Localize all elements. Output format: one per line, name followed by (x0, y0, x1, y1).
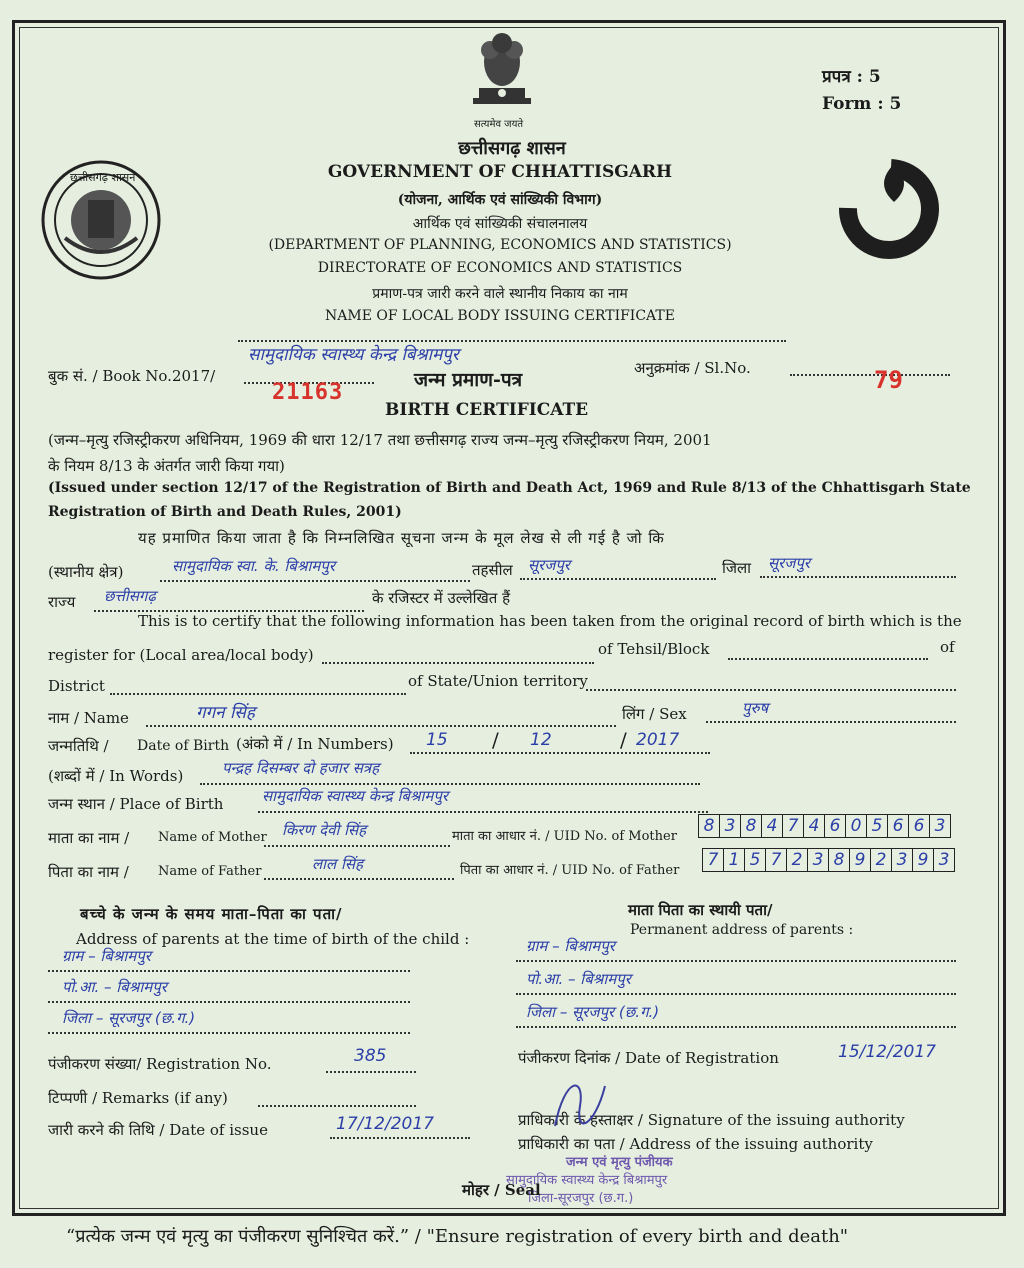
name-label: नाम / Name (48, 709, 129, 727)
uid-digit: 6 (888, 815, 909, 837)
dob-label-en: Date of Birth (137, 738, 230, 754)
certify-en-line1: This is to certify that the following information has been taken from the original record of birth which is the (138, 612, 962, 630)
dob-day: 15 (426, 730, 448, 750)
title-hi: जन्म प्रमाण-पत्र (414, 369, 523, 391)
district-value-hi: सूरजपुर (768, 554, 811, 572)
address-birth-title-en: Address of parents at the time of birth of the child : (76, 930, 470, 948)
mother-label-en: Name of Mother (158, 830, 267, 845)
authority-address-label: प्राधिकारी का पता / Address of the issuing authority (518, 1135, 873, 1153)
gov-title-hi: छत्तीसगढ़ शासन (458, 138, 566, 159)
father-uid-label: पिता का आधार नं. / UID No. of Father (460, 863, 680, 878)
of-label: of (940, 638, 955, 656)
uid-digit: 8 (741, 815, 762, 837)
dob-words-value: पन्द्रह दिसम्बर दो हजार सत्रह (222, 759, 380, 777)
place-label: जन्म स्थान / Place of Birth (48, 795, 224, 813)
address-birth-line: जिला – सूरजपुर (छ.ग.) (62, 1009, 196, 1027)
local-area-value-hi: सामुदायिक स्वा. के. बिश्रामपुर (172, 557, 335, 575)
address-birth-title-hi: बच्चे के जन्म के समय माता–पिता का पता/ (80, 905, 343, 923)
issued-hi-line2: के नियम 8/13 के अंतर्गत जारी किया गया) (48, 457, 285, 475)
mother-uid-boxes (698, 814, 951, 838)
uid-digit: 7 (766, 849, 787, 871)
gov-title-en: GOVERNMENT OF CHHATTISGARH (327, 162, 673, 182)
book-no-stamp: 21163 (272, 380, 344, 405)
uid-digit: 3 (892, 849, 913, 871)
dept-hi: (योजना, आर्थिक एवं सांख्यिकी विभाग) (397, 192, 603, 208)
uid-digit: 6 (825, 815, 846, 837)
uid-digit: 2 (871, 849, 892, 871)
state-emblem-icon (465, 28, 539, 118)
dob-numbers-label: (अंको में / In Numbers) (236, 735, 394, 753)
sex-label: लिंग / Sex (622, 705, 687, 723)
uid-digit: 8 (829, 849, 850, 871)
father-label-hi: पिता का नाम / (48, 863, 129, 881)
address-perm-line: जिला – सूरजपुर (छ.ग.) (526, 1003, 660, 1021)
serial-label: अनुक्रमांक / Sl.No. (634, 359, 751, 377)
issued-en-line1: (Issued under section 12/17 of the Registration of Birth and Death Act, 1969 and Rule 8/13 of the Chhattisgarh State (48, 480, 971, 496)
uid-digit: 1 (724, 849, 745, 871)
uid-digit: 6 (909, 815, 930, 837)
form-label-hi: प्रपत्र : 5 (822, 67, 881, 87)
seal-text: छत्तीसगढ़ शासन (70, 171, 136, 184)
registration-date-label: पंजीकरण दिनांक / Date of Registration (518, 1049, 779, 1067)
authority-stamp-line3: जिला-सूरजपुर (छ.ग.) (528, 1191, 634, 1206)
name-value: गगन सिंह (196, 703, 255, 723)
place-value: सामुदायिक स्वास्थ्य केन्द्र बिश्रामपुर (262, 787, 449, 805)
address-birth-line: पो.आ. – बिश्रामपुर (62, 978, 167, 996)
title-en: BIRTH CERTIFICATE (385, 400, 589, 420)
tehsil-label-hi: तहसील (472, 561, 513, 579)
registration-no-label: पंजीकरण संख्या/ Registration No. (48, 1055, 272, 1073)
uid-digit: 9 (913, 849, 934, 871)
uid-digit: 2 (787, 849, 808, 871)
uid-digit: 3 (934, 816, 946, 836)
uid-digit: 9 (850, 849, 871, 871)
address-perm-title-en: Permanent address of parents : (630, 922, 854, 938)
certify-hi-line1: यह प्रमाणित किया जाता है कि निम्नलिखित सूचना जन्म के मूल लेख से ली गई है जो कि (138, 529, 665, 547)
uid-digit: 3 (808, 849, 829, 871)
dob-month: 12 (530, 730, 552, 750)
sex-value: पुरुष (742, 699, 769, 717)
address-perm-title-hi: माता पिता का स्थायी पता/ (628, 901, 773, 919)
dob-words-label: (शब्दों में / In Words) (48, 767, 184, 785)
dept-en: (DEPARTMENT OF PLANNING, ECONOMICS AND STATISTICS) (268, 237, 732, 253)
issued-hi-line1: (जन्म–मृत्यु रजिस्ट्रीकरण अधिनियम, 1969 की धारा 12/17 तथा छत्तीसगढ़ राज्य जन्म–मृत्यु रजिस्ट्रीकरण नियम, 2001 (48, 431, 712, 449)
district-label-en: District (48, 677, 105, 695)
state-label-hi: राज्य (48, 593, 76, 611)
issued-en-line2: Registration of Birth and Death Rules, 2001) (48, 504, 402, 520)
registration-no-value: 385 (354, 1046, 387, 1066)
serial-value: 79 (874, 366, 903, 394)
book-no-label: बुक सं. / Book No.2017/ (48, 367, 216, 385)
certificate-page: सत्यमेव जयते छत्तीसगढ़ शासन प्रपत्र : 5 Form : 5 छत्तीसगढ़ शासन GOVERNMENT OF CHHATTISGARH (योजना, आर्थिक एवं सांख्यिकी विभाग) आर्थिक एवं सांख्यिकी संचालनालय (DEPARTMENT OF PLANNING, ECONOMICS AND STATISTICS) DIRECTORATE OF ECONOMICS AND STATISTICS प्रमाण-पत्र जारी करने वाले स्थानीय निकाय का नाम NAME OF LOCAL BODY ISSUING CERTIFICATE सामुदायिक स्वास्थ्य केन्द्र बिश्रामपुर बुक सं. / Book No.2017/ 21163 जन्म प्रमाण-पत्र BIRTH CERTIFICATE अनुक्रमांक / Sl.No. 79 (जन्म–मृत्यु रजिस्ट्रीकरण अधिनियम, 1969 की धारा 12/17 तथा छत्तीसगढ़ राज्य जन्म–मृत्यु रजिस्ट्रीकरण नियम, 2001 के नियम 8/13 के अंतर्गत जारी किया गया) (Issued under section 12/17 of the Registration of Birth and Death Act, 1969 and Rule 8/13 of the Chhattisgarh State Registration of Birth and Death Rules, 2001) यह प्रमाणित किया जाता है कि निम्नलिखित सूचना जन्म के मूल लेख से ली गई है जो कि (स्थानीय क्षेत्र) सामुदायिक स्वा. के. बिश्रामपुर तहसील सूरजपुर जिला सूरजपुर राज्य छत्तीसगढ़ के रजिस्टर में उल्लेखित हैं This is to certify that the following information has been taken from the original record of birth which is the register for (Local area/local body) of Tehsil/Block of District of State/Union territory नाम / Name गगन सिंह लिंग / Sex पुरुष जन्मतिथि / Date of Birth (अंको में / In Numbers) 15 / 12 / 2017 (शब्दों में / In Words) पन्द्रह दिसम्बर दो हजार सत्रह जन्म स्थान / Place of Birth सामुदायिक स्वास्थ्य केन्द्र बिश्रामपुर माता का नाम / Name of Mother किरण देवी सिंह माता का आधार नं. / UID No. of Mother 8 3 8 4 7 4 6 0 5 6 6 3 पिता का नाम / Name of Father लाल सिंह पिता का आधार नं. / UID No. of Father 7 1 5 7 2 3 8 9 2 3 9 3 बच्चे के जन्म के समय माता–पिता का पता/ Address of parents at the time of birth of the child : माता पिता का स्थायी पता/ Permanent address of parents : ग्राम – बिश्रामपुर पो.आ. – बिश्रामपुर जिला – सूरजपुर (छ.ग.) ग्राम – बिश्रामपुर पो.आ. – बिश्रामपुर जिला – सूरजपुर (छ.ग.) पंजीकरण संख्या/ Registration No. 385 पंजीकरण दिनांक / Date of Registration 15/12/2017 टिप्पणी / Remarks (if any) जारी करने की तिथि / Date of issue 17/12/2017 प्राधिकारी के हस्ताक्षर / Signature of the issuing authority प्राधिकारी का पता / Address of the issuing authority जन्म एवं मृत्यु पंजीयक सामुदायिक स्वास्थ्य केन्द्र बिश्रामपुर जिला-सूरजपुर (छ.ग.) मोहर / Seal “प्रत्येक जन्म एवं मृत्यु का पंजीकरण सुनिश्चित करें.” / "Ensure registration of every birth and death" (0, 0, 1024, 1268)
address-perm-line: ग्राम – बिश्रामपुर (526, 937, 615, 955)
register-for-label: register for (Local area/local body) (48, 646, 314, 664)
uid-digit: 8 (699, 815, 720, 837)
uid-digit: 5 (745, 849, 766, 871)
district-label-hi: जिला (722, 559, 752, 577)
uid-digit: 3 (938, 850, 950, 870)
mother-label-hi: माता का नाम / (48, 829, 130, 847)
tehsil-value-hi: सूरजपुर (528, 556, 571, 574)
registration-date-value: 15/12/2017 (838, 1042, 936, 1062)
dob-label-hi: जन्मतिथि / (48, 737, 109, 755)
remarks-label: टिप्पणी / Remarks (if any) (48, 1089, 228, 1107)
footer-slogan: “प्रत्येक जन्म एवं मृत्यु का पंजीकरण सुनिश्चित करें.” / "Ensure registration of every birth and death" (66, 1226, 849, 1247)
uid-digit: 5 (867, 815, 888, 837)
dob-year: 2017 (636, 730, 680, 750)
emblem-motto: सत्यमेव जयते (474, 119, 524, 130)
local-area-label-hi: (स्थानीय क्षेत्र) (48, 563, 124, 581)
issue-date-value: 17/12/2017 (336, 1114, 434, 1134)
authority-stamp-line1: जन्म एवं मृत्यु पंजीयक (566, 1155, 673, 1170)
seal-label: मोहर / Seal (462, 1181, 541, 1199)
uid-digit: 4 (804, 815, 825, 837)
local-body-value: सामुदायिक स्वास्थ्य केन्द्र बिश्रामपुर (248, 345, 459, 365)
uid-digit: 3 (720, 815, 741, 837)
directorate-en: DIRECTORATE OF ECONOMICS AND STATISTICS (317, 260, 683, 276)
state-value-hi: छत्तीसगढ़ (104, 587, 156, 605)
authority-signature-label: प्राधिकारी के हस्ताक्षर / Signature of the issuing authority (518, 1111, 905, 1129)
signature-mark-icon (545, 1066, 615, 1136)
uid-digit: 7 (783, 815, 804, 837)
state-ut-label: of State/Union territory (408, 672, 588, 690)
father-name-value: लाल सिंह (312, 855, 363, 873)
local-body-title-hi: प्रमाण-पत्र जारी करने वाले स्थानीय निकाय का नाम (372, 286, 628, 302)
mother-uid-label: माता का आधार नं. / UID No. of Mother (452, 829, 677, 844)
address-perm-line: पो.आ. – बिश्रामपुर (526, 970, 631, 988)
directorate-hi: आर्थिक एवं सांख्यिकी संचालनालय (412, 216, 588, 232)
register-text-hi: के रजिस्टर में उल्लेखित हैं (372, 589, 511, 607)
local-body-title-en: NAME OF LOCAL BODY ISSUING CERTIFICATE (325, 308, 675, 324)
address-birth-line: ग्राम – बिश्रामपुर (62, 947, 151, 965)
uid-digit: 7 (703, 849, 724, 871)
uid-digit: 4 (762, 815, 783, 837)
tehsil-block-label: of Tehsil/Block (598, 640, 710, 658)
uid-digit: 0 (846, 815, 867, 837)
authority-stamp-line2: सामुदायिक स्वास्थ्य केन्द्र बिश्रामपुर (506, 1173, 668, 1188)
father-uid-boxes (702, 848, 955, 872)
form-label-en: Form : 5 (822, 94, 902, 114)
mother-name-value: किरण देवी सिंह (282, 821, 367, 839)
father-label-en: Name of Father (158, 864, 262, 879)
issue-date-label: जारी करने की तिथि / Date of issue (48, 1121, 268, 1139)
